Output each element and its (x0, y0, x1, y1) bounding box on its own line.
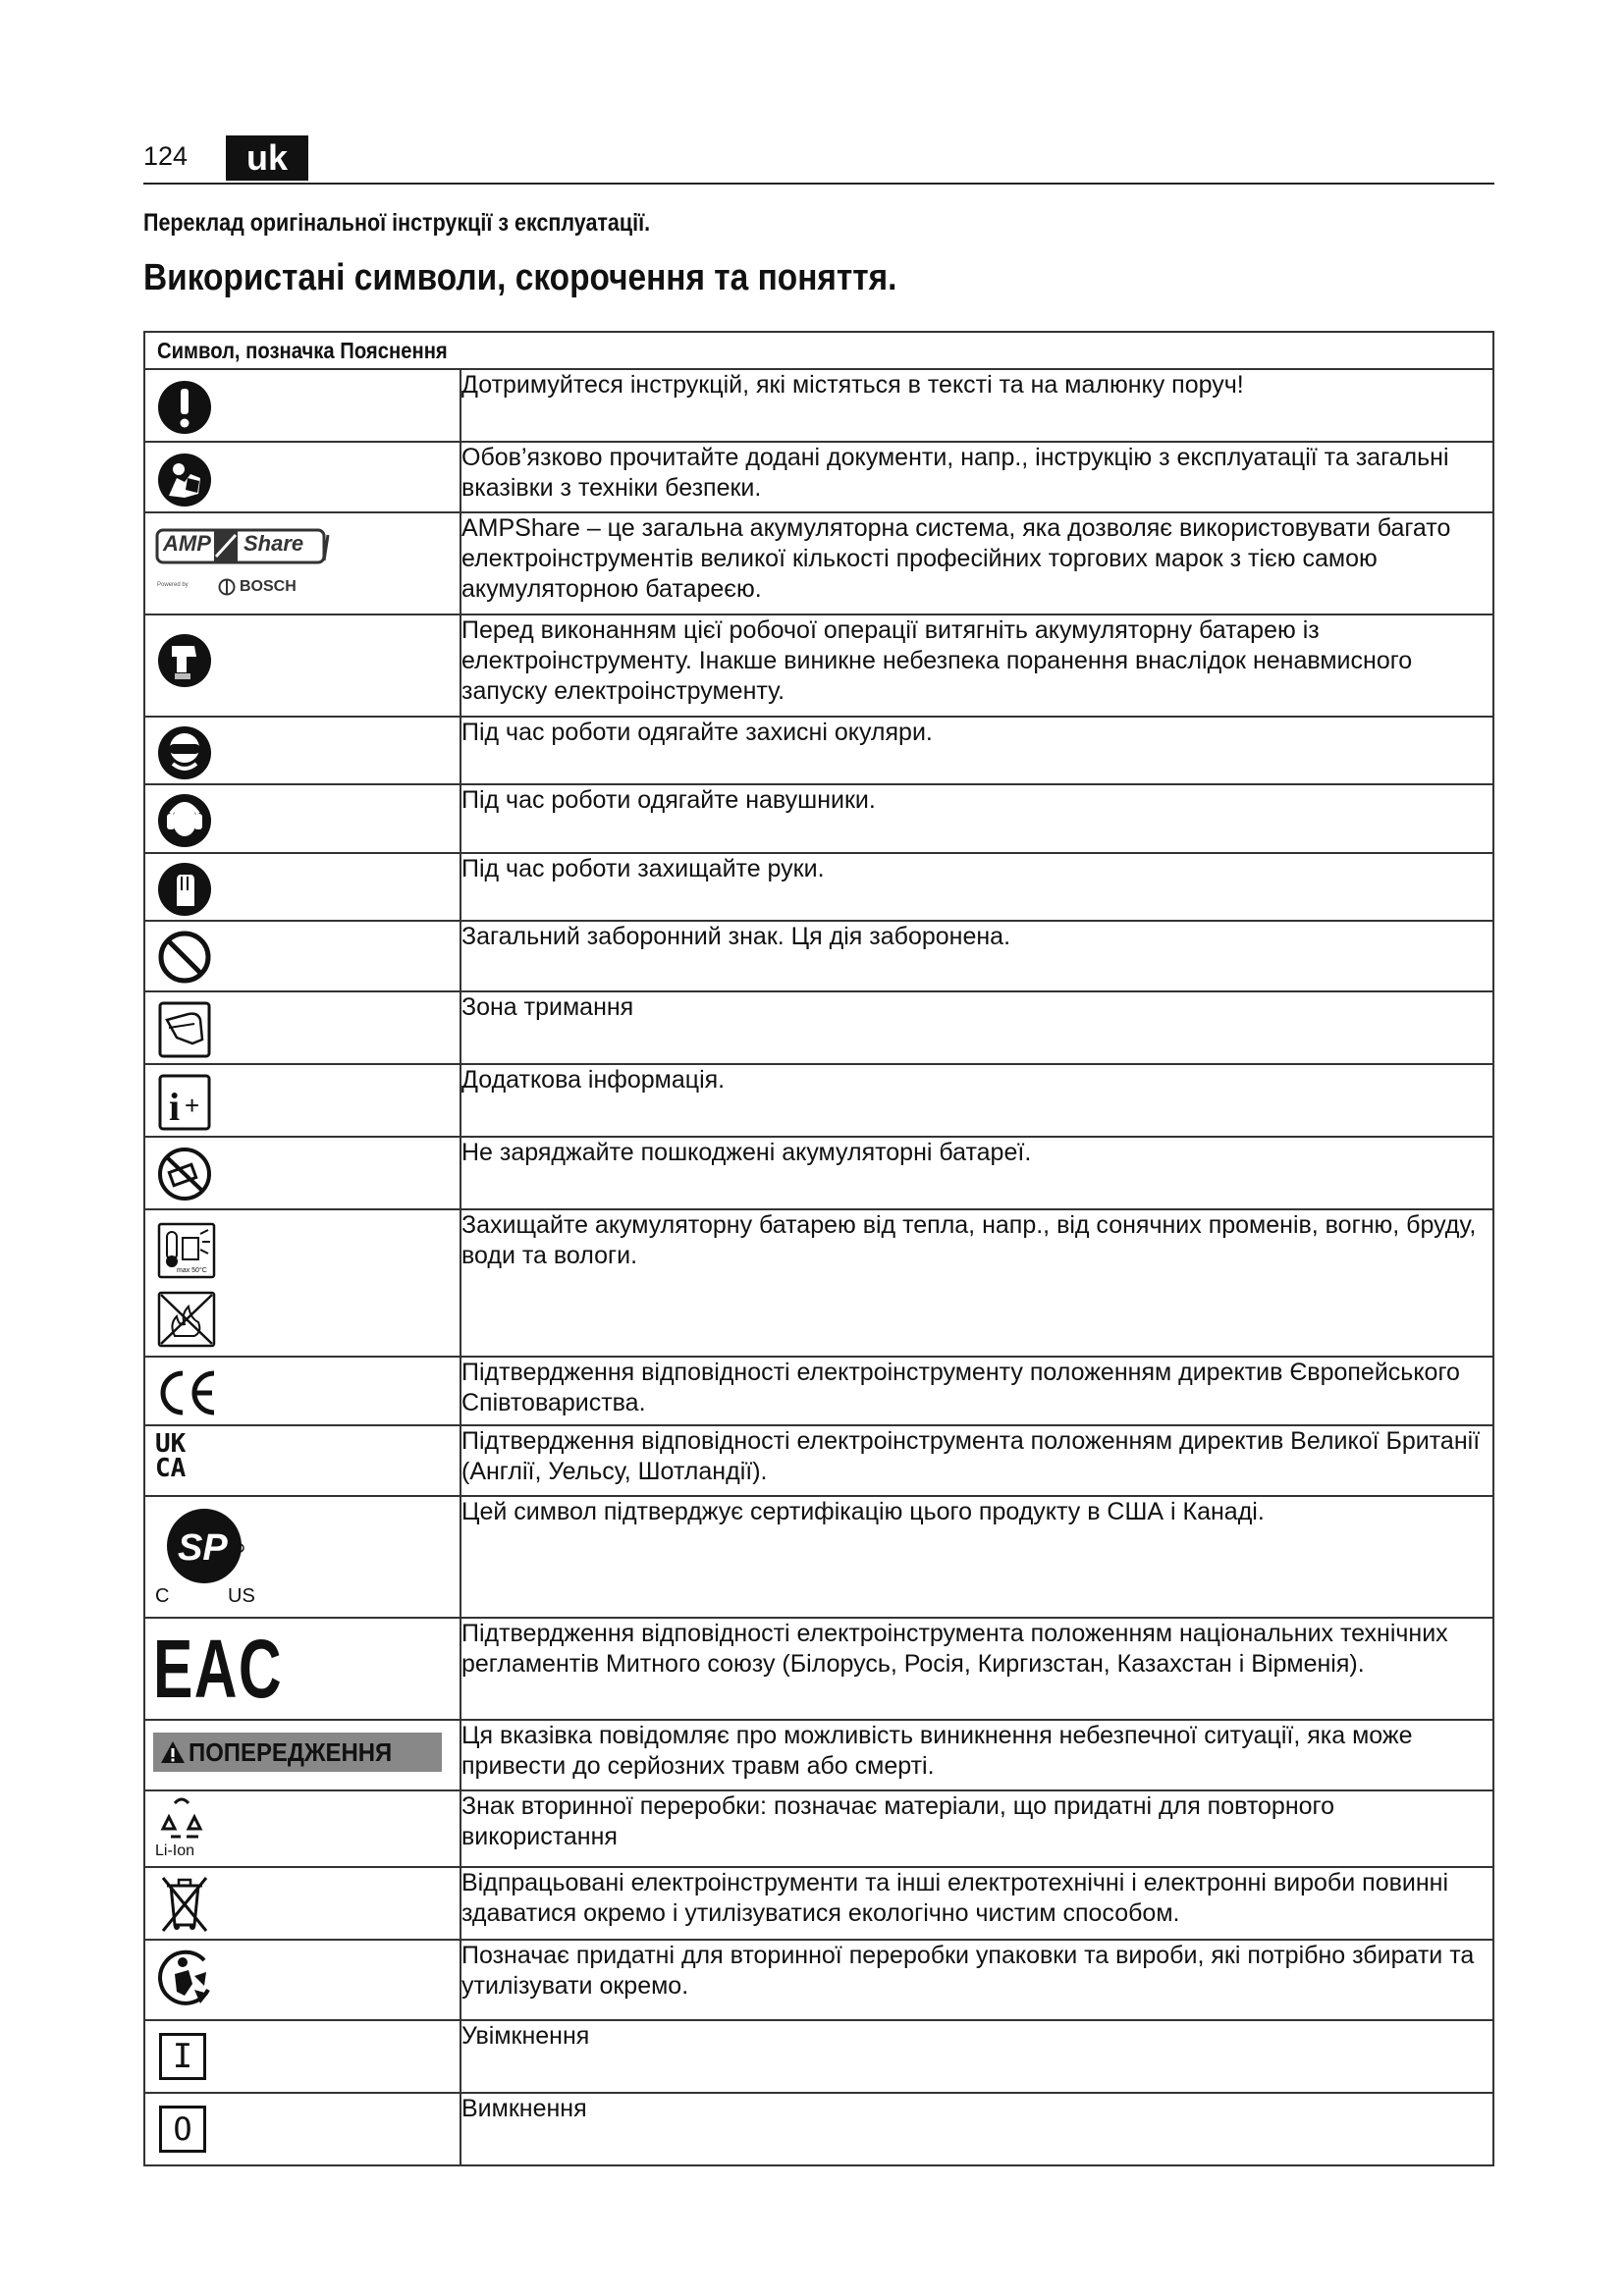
safety-goggles-icon (155, 722, 214, 783)
table-header: Символ, позначка Пояснення (144, 332, 1493, 369)
no-charge-damaged-battery-icon (155, 1144, 214, 1204)
ukca-mark-icon (155, 1429, 204, 1483)
triman-icon (155, 1947, 218, 2011)
csa-us-label: US (228, 1585, 255, 1607)
table-row (144, 1496, 1493, 1618)
table-row (144, 991, 1493, 1064)
table-row (144, 1940, 1493, 2020)
svg-text:SP: SP (178, 1527, 228, 1569)
table-row (144, 2020, 1493, 2093)
row-description: Дотримуйтеся інструкцій, які містяться в тексті та на малюнку поруч! (460, 369, 1493, 442)
table-row (144, 784, 1493, 853)
prohibition-icon (155, 927, 214, 988)
row-description: Захищайте акумуляторну батарею від тепла, напр., від сонячних променів, вогню, бруду, води та вологи. (460, 1209, 1493, 1357)
table-row (144, 2093, 1493, 2165)
page-title: Використані символи, скорочення та поняття. (143, 257, 897, 298)
row-description: Під час роботи одягайте захисні окуляри. (460, 717, 1493, 784)
csa-c-label: C (155, 1585, 170, 1607)
table-row (144, 1137, 1493, 1209)
ampshare-logo-text: AMP (163, 531, 211, 556)
table-row (144, 921, 1493, 991)
table-row (144, 853, 1493, 921)
table-row (144, 1209, 1493, 1357)
ce-mark-icon (155, 1365, 220, 1420)
no-fire-water-icon (155, 1289, 220, 1350)
svg-text:i: i (169, 1085, 181, 1129)
power-on-icon: I (159, 2033, 206, 2080)
gloves-icon (155, 859, 214, 920)
table-row (144, 1790, 1493, 1867)
warning-label-icon (153, 1733, 442, 1772)
table-row (144, 614, 1493, 717)
table-row (144, 442, 1493, 512)
ear-protection-icon (155, 790, 214, 851)
row-description: Додаткова інформація. (460, 1064, 1493, 1137)
eac-mark-icon: EAC (153, 1623, 284, 1715)
row-description: Підтвердження відповідності електроінструмента положенням директив Великої Британії (Англії, Уельсу, Шотландії). (460, 1425, 1493, 1496)
ampshare-logo-text2: Share (244, 531, 304, 556)
power-off-icon: O (159, 2106, 206, 2153)
symbols-table (143, 331, 1494, 2166)
row-description: Цей символ підтверджує сертифікацію цього продукту в США і Канаді. (460, 1496, 1493, 1618)
ampshare-logo-icon (145, 513, 440, 608)
ukca-line-1: UK (155, 1429, 187, 1459)
table-row (144, 1618, 1493, 1720)
grip-zone-icon (155, 998, 214, 1061)
row-description: Підтвердження відповідності електроінструменту положенням директив Європейського Співтовариства. (460, 1357, 1493, 1425)
row-description: Позначає придатні для вторинної переробки упаковки та вироби, які потрібно збирати та утилізувати окремо. (460, 1940, 1493, 2020)
row-description: Увімкнення (460, 2020, 1493, 2093)
temp-label: max 50°C (177, 1267, 207, 1274)
li-ion-label: Li-Ion (155, 1842, 195, 1859)
exclamation-icon (155, 376, 214, 441)
row-description: Зона тримання (460, 991, 1493, 1064)
powered-by-label: Powered by (157, 582, 189, 588)
csa-mark-icon (145, 1497, 283, 1613)
svg-text:+: + (185, 1091, 200, 1120)
remove-battery-icon (155, 629, 214, 692)
table-row (144, 1357, 1493, 1425)
row-description: Обов’язково прочитайте додані документи, напр., інструкцію з експлуатації та загальні вказівки з техніки безпеки. (460, 442, 1493, 512)
language-badge: uk (226, 135, 308, 181)
table-row (144, 512, 1493, 614)
row-description: Перед виконанням цієї робочої операції витягніть акумуляторну батарею із електроінструменту. Інакше виникне небезпека поранення внаслідок ненавмисного запуску електроінструменту. (460, 614, 1493, 717)
info-icon (155, 1071, 214, 1134)
row-description: AMPShare – це загальна акумуляторна система, яка дозволяє використовувати багато електроінструментів великої кількості професійних торгових марок з тією самою акумуляторною батареєю. (460, 512, 1493, 614)
row-description: Відпрацьовані електроінструменти та інші електротехнічні і електронні вироби повинні здаватися окремо і утилізуватися екологічно чистим способом. (460, 1867, 1493, 1940)
table-row (144, 717, 1493, 784)
protect-battery-icon (145, 1210, 224, 1354)
recycle-li-ion-icon (145, 1791, 224, 1864)
warning-triangle-icon (159, 1739, 187, 1765)
row-description: Вимкнення (460, 2093, 1493, 2165)
page-header (143, 135, 1494, 185)
bosch-logo-icon (218, 578, 236, 596)
row-description: Під час роботи захищайте руки. (460, 853, 1493, 921)
row-description: Загальний заборонний знак. Ця дія заборонена. (460, 921, 1493, 991)
ukca-line-2: CA (155, 1454, 187, 1483)
table-row (144, 1064, 1493, 1137)
table-row (144, 1720, 1493, 1790)
table-row (144, 1867, 1493, 1940)
row-description: Ця вказівка повідомляє про можливість виникнення небезпечної ситуації, яка може привести до серйозних травм або смерті. (460, 1720, 1493, 1790)
table-row (144, 1425, 1493, 1496)
read-manual-icon (155, 449, 214, 511)
document-subtitle: Переклад оригінальної інструкції з експлуатації. (143, 209, 651, 237)
warning-word: ПОПЕРЕДЖЕННЯ (189, 1736, 393, 1767)
weee-bin-icon (155, 1872, 214, 1935)
row-description: Не заряджайте пошкоджені акумуляторні батареї. (460, 1137, 1493, 1209)
row-description: Підтвердження відповідності електроінструмента положенням національних технічних регламентів Митного союзу (Білорусь, Росія, Киргизстан, Казахстан і Вірменія). (460, 1618, 1493, 1720)
row-description: Під час роботи одягайте навушники. (460, 784, 1493, 853)
page-number: 124 (143, 141, 189, 171)
row-description: Знак вторинної переробки: позначає матеріали, що придатні для повторного використання (460, 1790, 1493, 1867)
table-header-row (144, 332, 1493, 369)
table-row (144, 369, 1493, 442)
bosch-brand: BOSCH (240, 578, 297, 595)
